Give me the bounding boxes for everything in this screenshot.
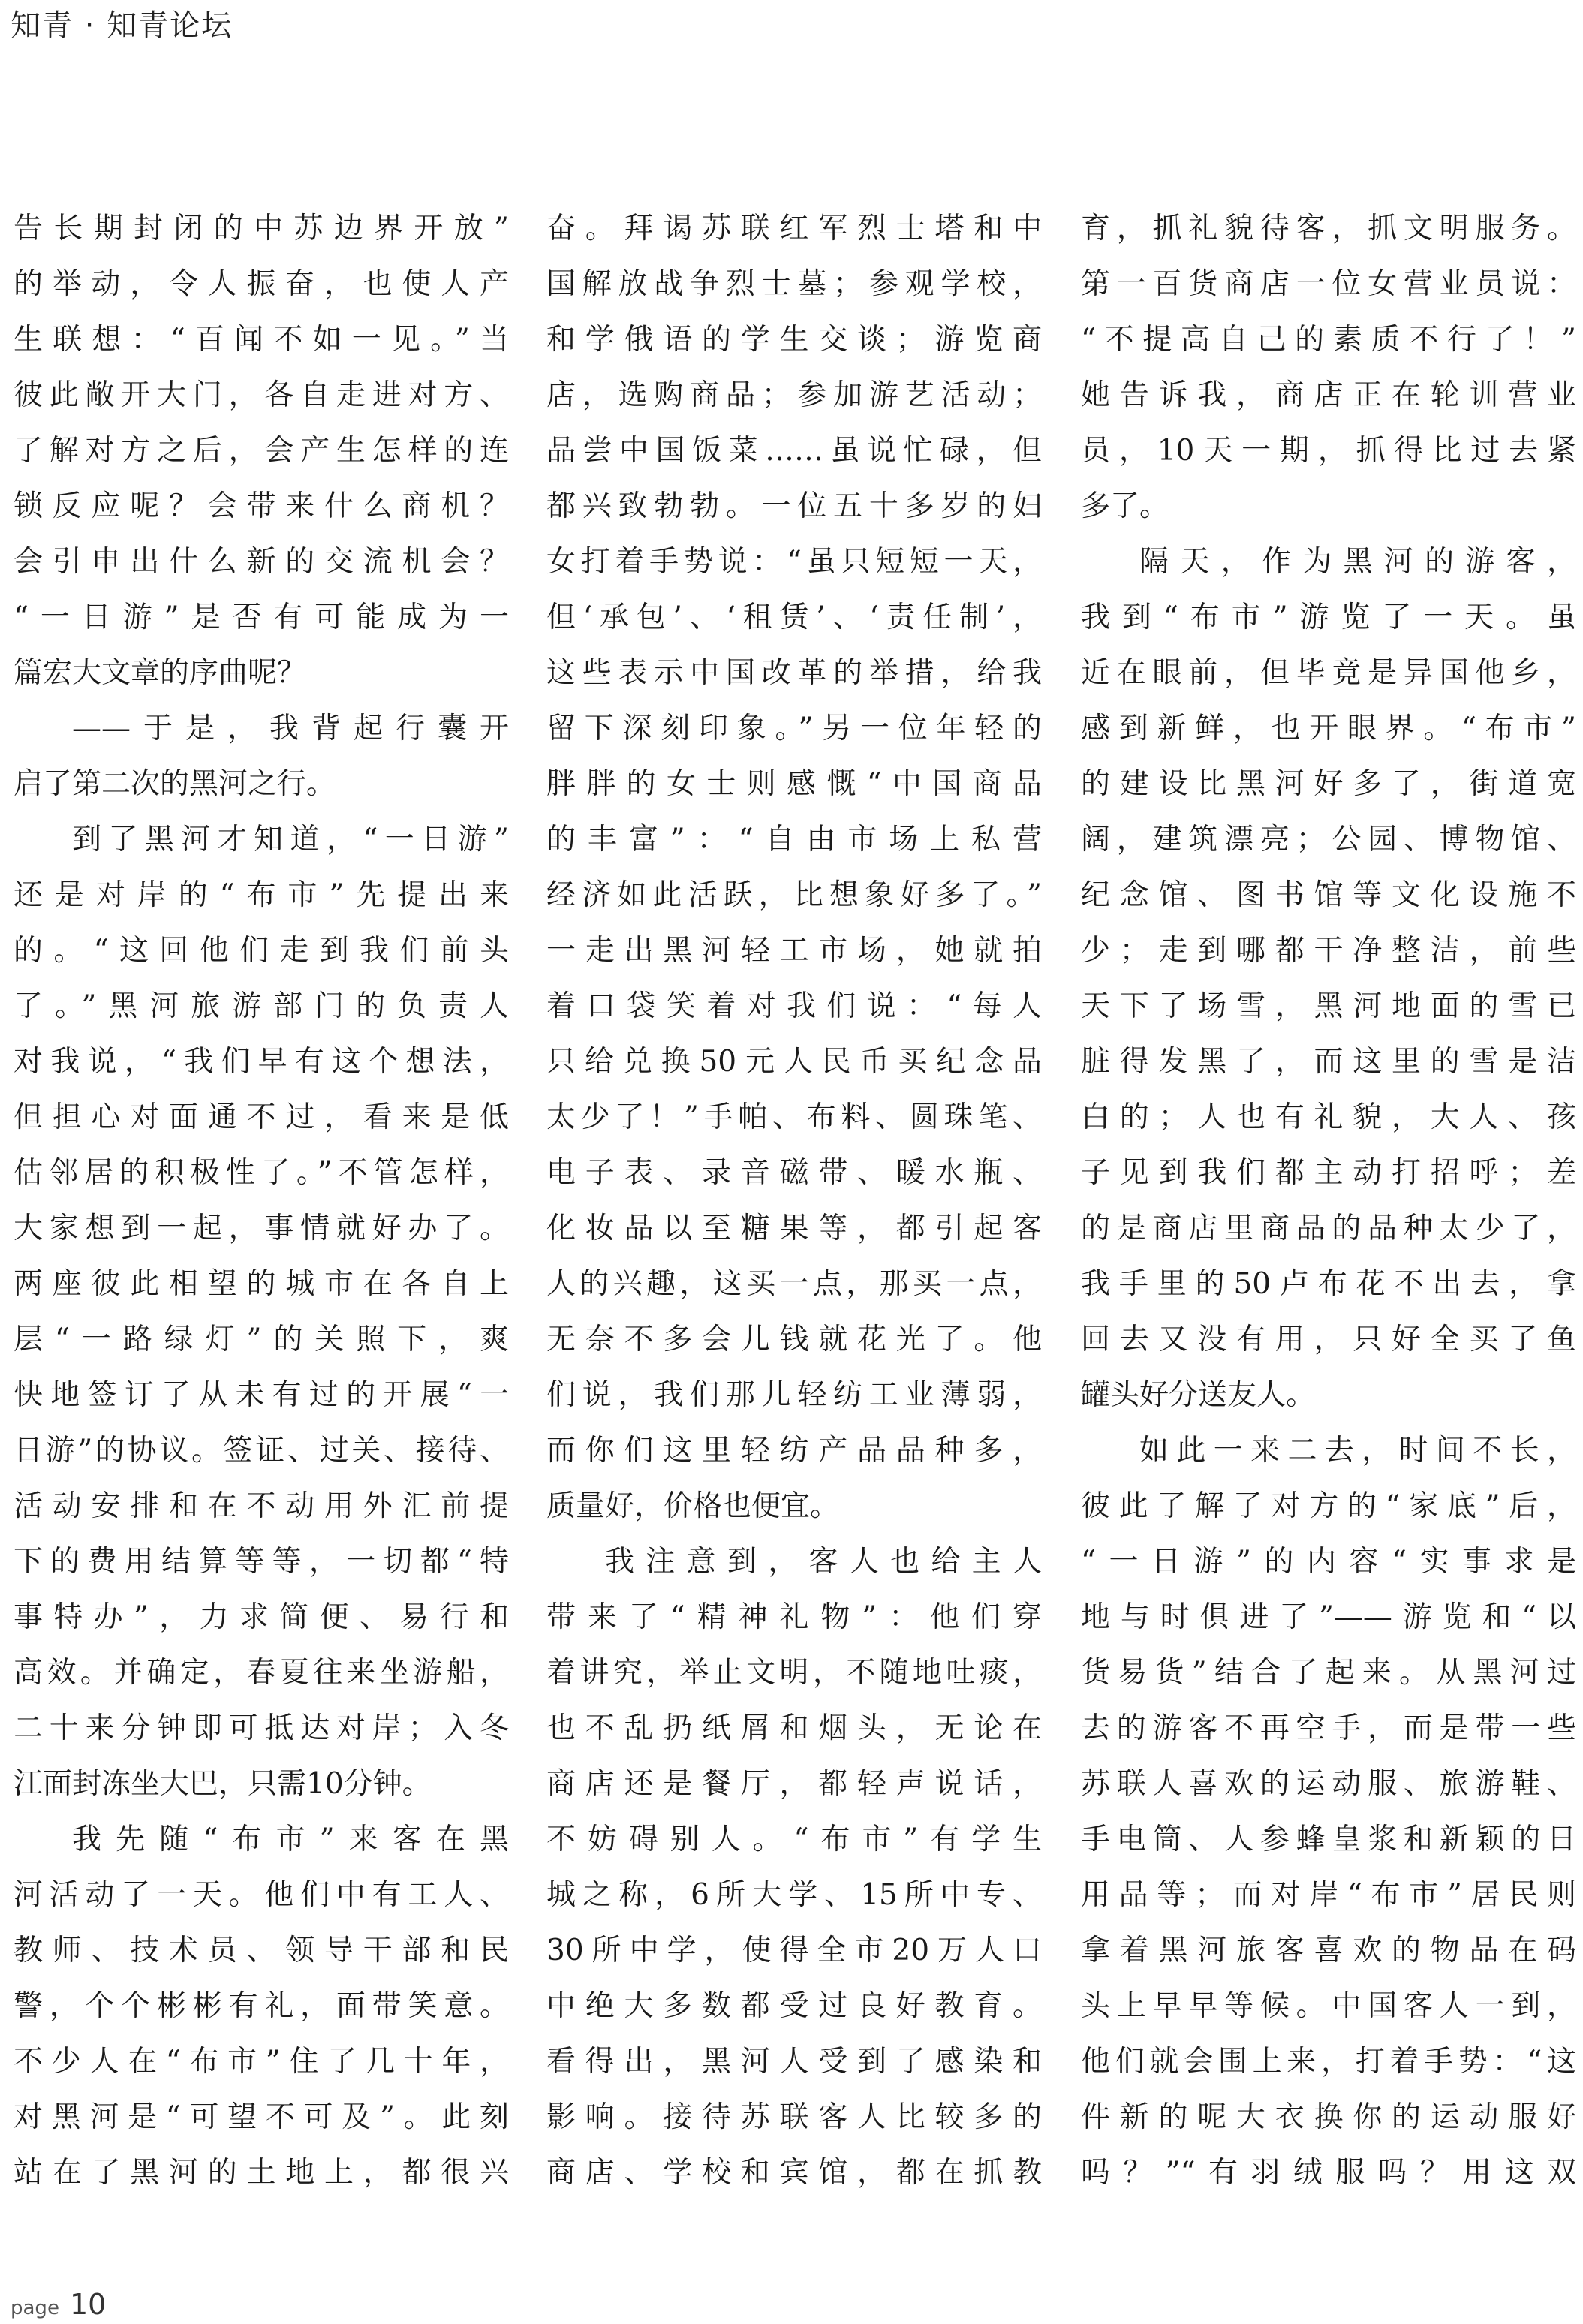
text-line: 货易货”结合了起来。从黑河过 [1081,1656,1576,1690]
text-line: 隔天，作为黑河的游客， [1139,545,1576,579]
text-line: 警，个个彬彬有礼，面带笑意。 [14,1989,509,2023]
text-line: 她告诉我，商店正在轮训营业 [1081,378,1576,412]
text-line: 多了。 [1081,489,1169,523]
text-line: 阔，建筑漂亮；公园、博物馆、 [1081,823,1576,856]
text-line: 去的游客不再空手，而是带一些 [1081,1711,1576,1745]
text-line: 用品等；而对岸“布市”居民则 [1081,1878,1576,1912]
text-line: 女打着手势说：“虽只短短一天， [546,545,1042,579]
text-line: 日游”的协议。签证、过关、接待、 [14,1434,509,1468]
text-line: 近在眼前，但毕竟是异国他乡， [1081,656,1576,690]
text-line: 商店、学校和宾馆，都在抓教 [546,2156,1042,2190]
text-line: 会引申出什么新的交流机会？ [14,545,509,579]
text-line: 质量好，价格也便宜。 [546,1489,840,1523]
text-line: 脏得发黑了，而这里的雪是洁 [1081,1045,1576,1079]
text-line: 罐头好分送友人。 [1081,1378,1316,1412]
text-line: 一走出黑河轻工市场，她就拍 [546,934,1042,968]
text-line: 影响。接待苏联客人比较多的 [546,2100,1042,2134]
text-line: 感到新鲜，也开眼界。“布市” [1081,712,1576,745]
text-line: 头上早早等候。中国客人一到， [1081,1989,1576,2023]
text-line: 的丰富”：“自由市场上私营 [546,823,1042,856]
text-line: 我注意到，客人也给主人 [605,1545,1042,1579]
text-line: 无奈不多会儿钱就花光了。他 [546,1323,1042,1356]
text-line: 但‘承包’、‘租赁’、‘责任制’， [546,601,1042,634]
text-line: 只给兑换50元人民币买纪念品 [546,1045,1042,1079]
text-line: 站在了黑河的土地上，都很兴 [14,2156,509,2190]
text-line: 白的；人也有礼貌，大人、孩 [1081,1100,1576,1134]
text-line: 彼此敞开大门，各自走进对方、 [14,378,509,412]
text-line: 对黑河是“可望不可及”。此刻 [14,2100,509,2134]
text-line: 化妆品以至糖果等，都引起客 [546,1212,1042,1245]
text-line: “不提高自己的素质不行了！” [1081,323,1576,357]
text-line: 大家想到一起，事情就好办了。 [14,1212,509,1245]
text-line: 不妨碍别人。“布市”有学生 [546,1823,1042,1856]
text-line: 拿着黑河旅客喜欢的物品在码 [1081,1934,1576,1967]
text-line: 第一百货商店一位女营业员说： [1081,267,1576,301]
text-line: 快地签订了从未有过的开展“一 [14,1378,509,1412]
text-line: 子见到我们都主动打招呼；差 [1081,1156,1576,1190]
text-line: 国解放战争烈士墓；参观学校， [546,267,1042,301]
text-line: 少；走到哪都干净整洁，前些 [1081,934,1576,968]
text-line: 和学俄语的学生交谈；游览商 [546,323,1042,357]
text-line: 江面封冻坐大巴，只需10分钟。 [14,1767,432,1801]
text-line: 下的费用结算等等，一切都“特 [14,1545,509,1579]
text-line: 员，10天一期，抓得比过去紧 [1081,434,1576,468]
text-line: 二十来分钟即可抵达对岸；入冬 [14,1711,509,1745]
text-line: 但担心对面通不过，看来是低 [14,1100,509,1134]
text-line: 这些表示中国改革的举措，给我 [546,656,1042,690]
text-line: 锁反应呢？会带来什么商机？ [14,489,509,523]
running-header: 知青 · 知青论坛 [11,8,233,43]
text-column-3 [1081,201,1576,2201]
page-label: page [11,2297,59,2319]
text-line: 们说，我们那儿轻纺工业薄弱， [546,1378,1042,1412]
text-line: 看得出，黑河人受到了感染和 [546,2045,1042,2079]
text-line: 高效。并确定，春夏往来坐游船， [14,1656,509,1690]
text-line: 中绝大多数都受过良好教育。 [546,1989,1042,2023]
text-line: 着口袋笑着对我们说：“每人 [546,989,1042,1023]
text-line: 回去又没有用，只好全买了鱼 [1081,1323,1576,1356]
text-line: 而你们这里轻纺产品品种多， [546,1434,1042,1468]
text-line: 苏联人喜欢的运动服、旅游鞋、 [1081,1767,1576,1801]
text-line: 了解对方之后，会产生怎样的连 [14,434,509,468]
text-line: 太少了！”手帕、布料、圆珠笔、 [546,1100,1042,1134]
text-line: 的建设比黑河好多了，街道宽 [1081,767,1576,801]
text-line: 到了黑河才知道，“一日游” [72,823,509,856]
text-line: 篇宏大文章的序曲呢？ [14,656,307,690]
text-line: 两座彼此相望的城市在各自上 [14,1267,509,1301]
text-line: 奋。拜谒苏联红军烈士塔和中 [546,212,1042,245]
text-line: “一日游”是否有可能成为一 [14,601,509,634]
text-column-2 [546,201,1042,2201]
page-footer [11,2288,106,2321]
text-line: 我手里的50卢布花不出去，拿 [1081,1267,1576,1301]
text-line: 品尝中国饭菜……虽说忙碌，但 [546,434,1042,468]
text-line: 启了第二次的黑河之行。 [14,767,336,801]
text-line: 河活动了一天。他们中有工人、 [14,1878,509,1912]
text-line: 层“一路绿灯”的关照下，爽 [14,1323,509,1356]
text-line: 手电筒、人参蜂皇浆和新颖的日 [1081,1823,1576,1856]
text-line: 30所中学，使得全市20万人口 [546,1934,1042,1967]
text-line: 城之称，6所大学、15所中专、 [546,1878,1042,1912]
text-line: 经济如此活跃，比想象好多了。” [546,878,1042,912]
text-line: 估邻居的积极性了。”不管怎样， [14,1156,509,1190]
text-line: 的举动，令人振奋，也使人产 [14,267,509,301]
text-line: 天下了场雪，黑河地面的雪已 [1081,989,1576,1023]
text-line: 还是对岸的“布市”先提出来 [14,878,509,912]
text-line: 生联想：“百闻不如一见。”当 [14,323,509,357]
text-line: 对我说，“我们早有这个想法， [14,1045,509,1079]
text-line: 彼此了解了对方的“家底”后， [1081,1489,1576,1523]
text-line: 告长期封闭的中苏边界开放” [14,212,509,245]
text-line: 件新的呢大衣换你的运动服好 [1081,2100,1576,2134]
text-line: 纪念馆、图书馆等文化设施不 [1081,878,1576,912]
text-line: ——于是，我背起行囊开 [72,712,509,745]
text-line: 如此一来二去，时间不长， [1139,1434,1576,1468]
text-line: 电子表、录音磁带、暖水瓶、 [546,1156,1042,1190]
text-line: 我到“布市”游览了一天。虽 [1081,601,1576,634]
text-line: 我先随“布市”来客在黑 [72,1823,509,1856]
text-line: 都兴致勃勃。一位五十多岁的妇 [546,489,1042,523]
text-line: “一日游”的内容“实事求是 [1081,1545,1576,1579]
text-line: 的是商店里商品的品种太少了， [1081,1212,1576,1245]
text-line: 地与时俱进了”——游览和“以 [1081,1600,1576,1634]
text-line: 带来了“精神礼物”：他们穿 [546,1600,1042,1634]
text-line: 育，抓礼貌待客，抓文明服务。 [1081,212,1576,245]
text-line: 店，选购商品；参加游艺活动； [546,378,1042,412]
text-line: 事特办”，力求简便、易行和 [14,1600,509,1634]
text-line: 的。“这回他们走到我们前头 [14,934,509,968]
text-line: 也不乱扔纸屑和烟头，无论在 [546,1711,1042,1745]
text-line: 活动安排和在不动用外汇前提 [14,1489,509,1523]
text-line: 教师、技术员、领导干部和民 [14,1934,509,1967]
text-line: 了。”黑河旅游部门的负责人 [14,989,509,1023]
text-line: 胖胖的女士则感慨“中国商品 [546,767,1042,801]
text-column-1 [14,201,509,2201]
text-line: 吗？”“有羽绒服吗？用这双 [1081,2156,1576,2190]
text-line: 留下深刻印象。”另一位年轻的 [546,712,1042,745]
text-line: 不少人在“布市”住了几十年， [14,2045,509,2079]
text-line: 商店还是餐厅，都轻声说话， [546,1767,1042,1801]
text-line: 着讲究，举止文明，不随地吐痰， [546,1656,1042,1690]
text-line: 人的兴趣，这买一点，那买一点， [546,1267,1042,1301]
text-line: 他们就会围上来，打着手势：“这 [1081,2045,1576,2079]
page-number: 10 [69,2288,107,2321]
